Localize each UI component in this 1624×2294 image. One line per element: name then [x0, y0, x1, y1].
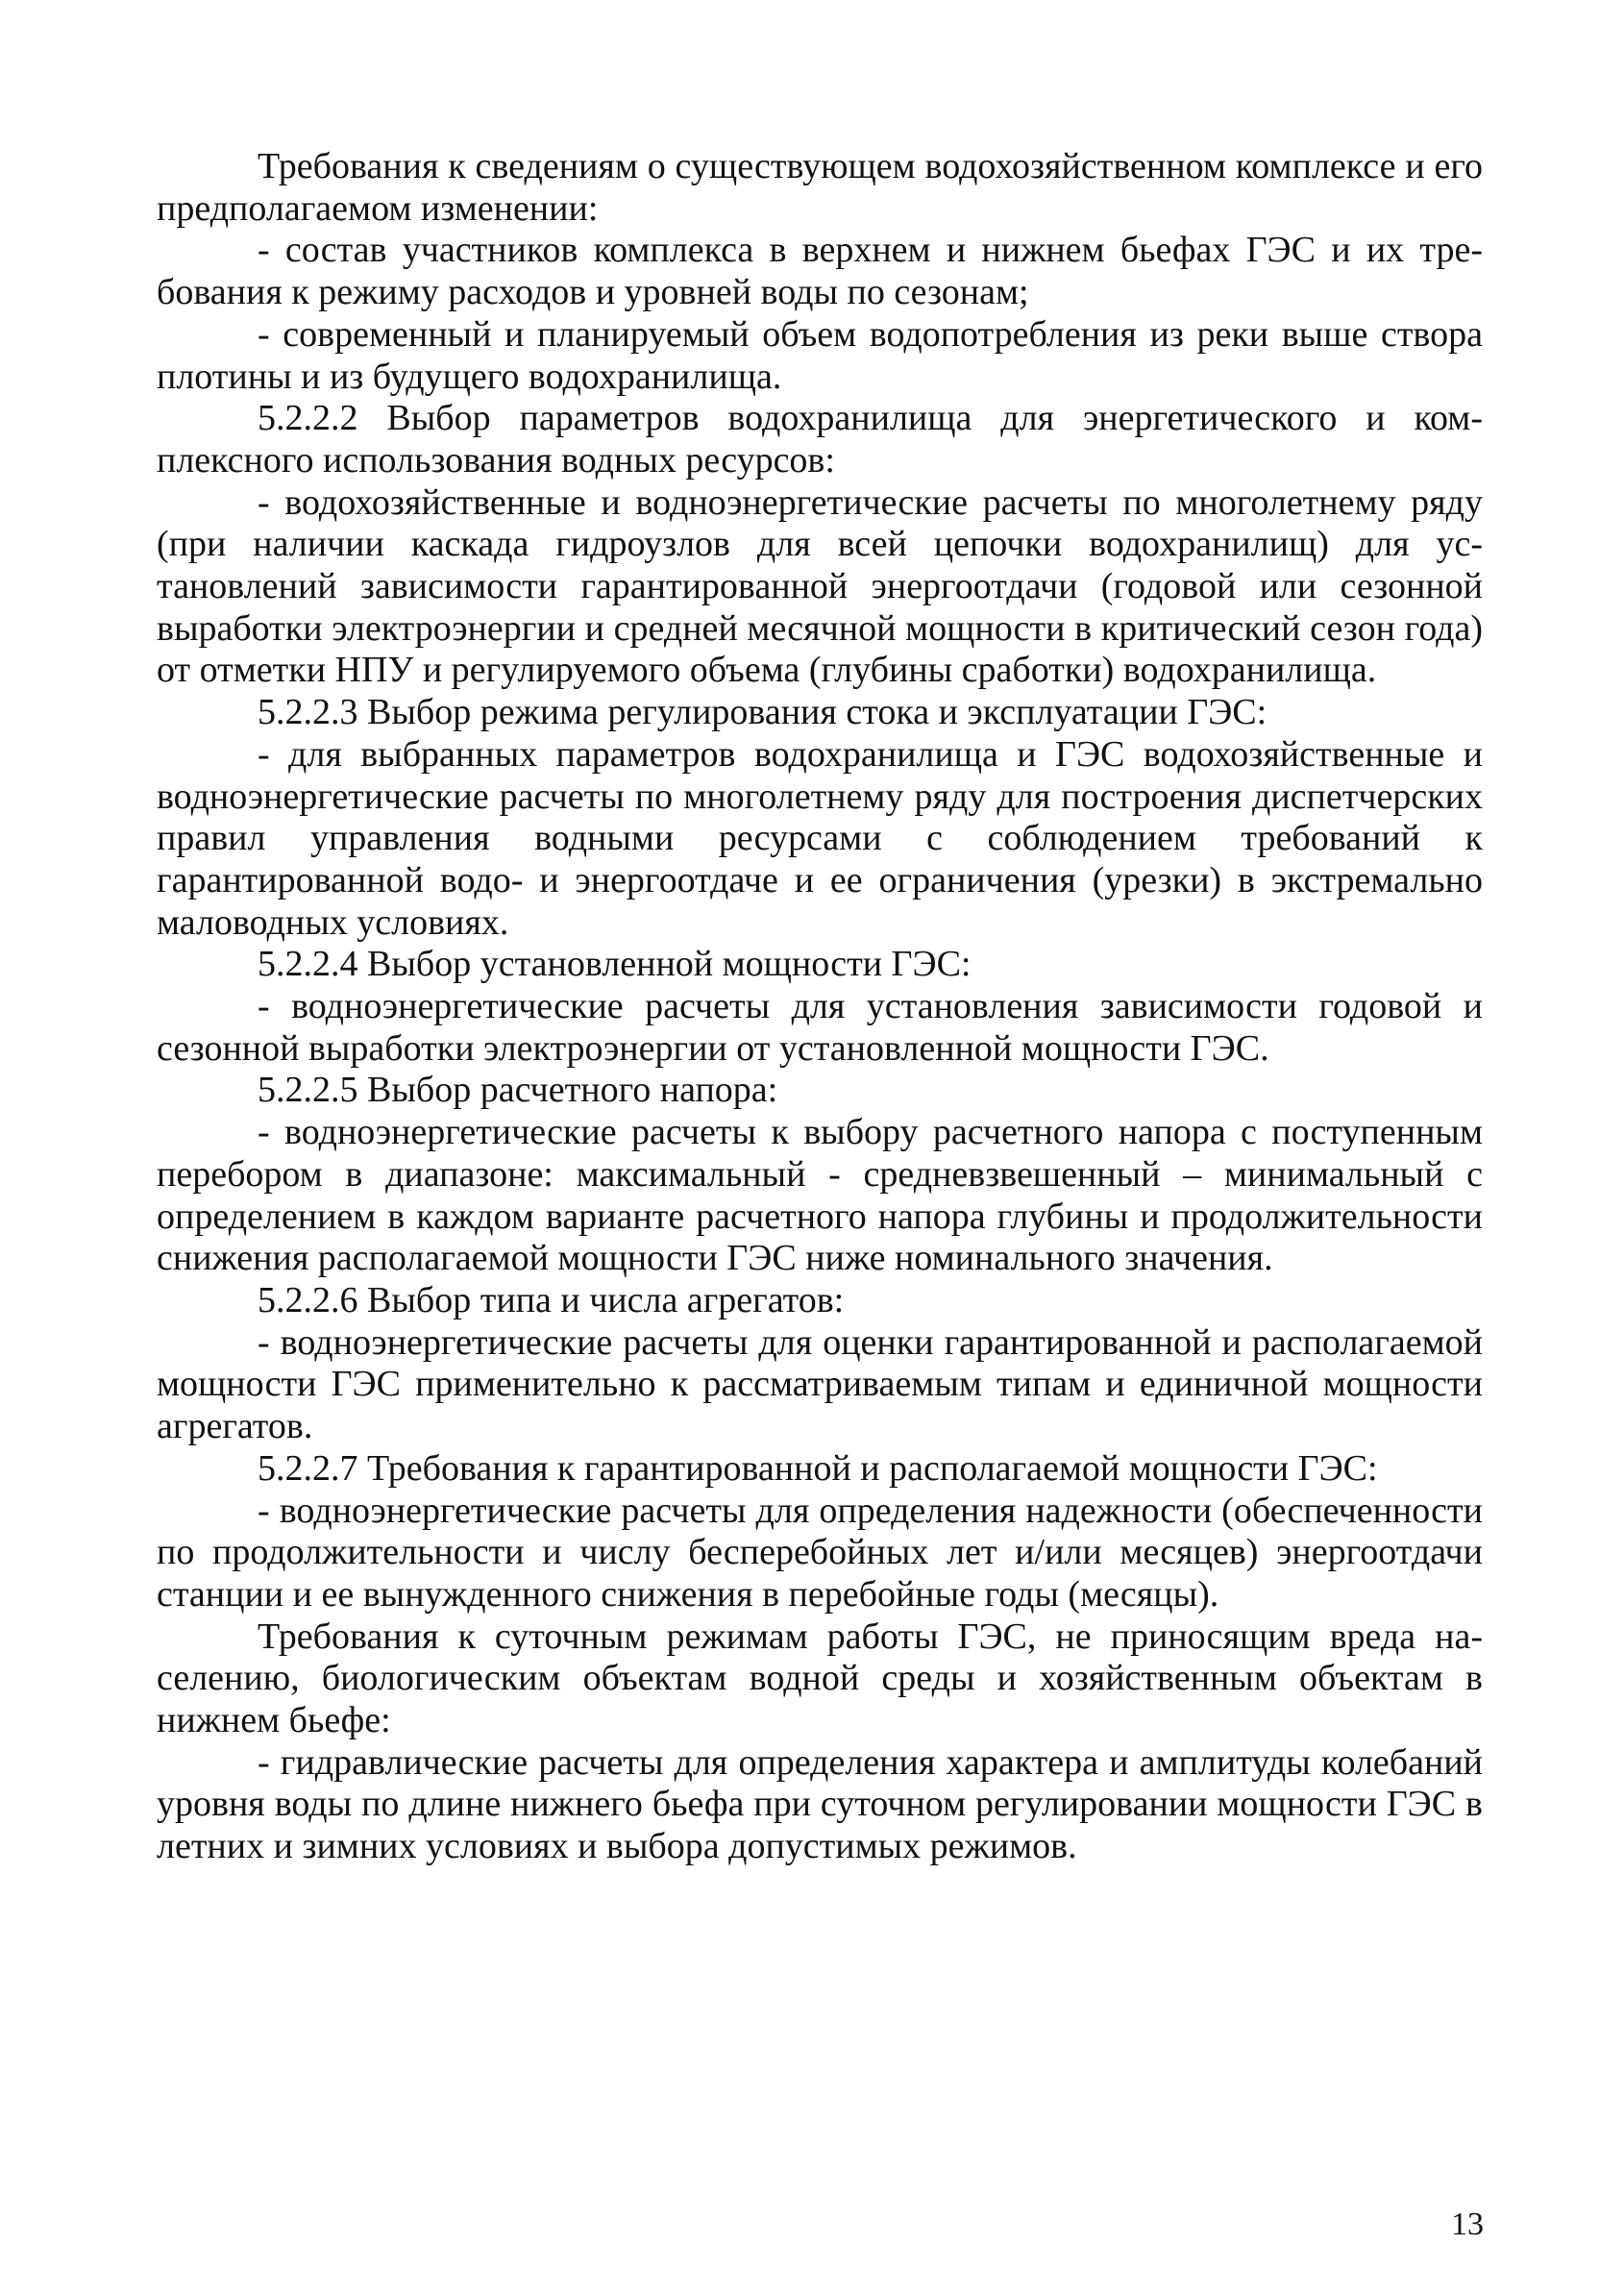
list-item: - водноэнергетические расчеты для оценки гарантированной и располагаемой мощности ГЭС применительно к рассматриваемым типам и единичной мощности агрегатов. — [157, 1321, 1483, 1447]
section-heading: 5.2.2.4 Выбор установленной мощности ГЭС: — [258, 944, 972, 985]
paragraph-intro: Требования к сведениям о существующем водохозяйственном комплексе и его предполагаемом изменении: — [157, 146, 1483, 229]
body-text — [157, 146, 1483, 1868]
section-heading: 5.2.2.6 Выбор типа и числа агрегатов: — [258, 1279, 845, 1320]
list-item: - гидравлические расчеты для определения характера и амплитуды колебаний уровня воды по длине нижнего бьефа при суточном регулировании мощности ГЭС в летних и зимних условиях и выбора допустимых режимов. — [157, 1741, 1483, 1867]
section-heading: 5.2.2.2 Выбор параметров водохранилища для энергетического и комплексного использования водных ресурсов: — [157, 398, 1483, 481]
section-heading: 5.2.2.5 Выбор расчетного напора: — [258, 1070, 778, 1111]
list-item: - водноэнергетические расчеты для установления зависимости годовой и сезонной выработки электроэнергии от установленной мощности ГЭС. — [157, 986, 1483, 1069]
list-item: - водноэнергетические расчеты для определения надежности (обеспеченности по продолжительности и числу бесперебойных лет и/или месяцев) энергоотдачи станции и ее вынужденного снижения в перебойные годы (месяцы). — [157, 1490, 1483, 1615]
list-item: - состав участников комплекса в верхнем и нижнем бьефах ГЭС и их требования к режиму расходов и уровней воды по сезонам; — [157, 230, 1483, 313]
section-heading: 5.2.2.7 Требования к гарантированной и располагаемой мощности ГЭС: — [258, 1447, 1378, 1489]
list-item: - для выбранных параметров водохранилища и ГЭС водохозяйственные и водноэнергетические расчеты по многолетнему ряду для построения диспетчерских правил управления водными ресурсами с соблюдением требований к гарантированной водо- и энергоотдаче и ее ограничения (урезки) в экстремально маловодных условиях. — [157, 733, 1483, 943]
list-item: - современный и планируемый объем водопотребления из реки выше створа плотины и из будущего водохранилища. — [157, 313, 1483, 397]
paragraph-requirements: Требования к суточным режимам работы ГЭС, не приносящим вреда населению, биологическим объектам водной среды и хозяйственным объектам в нижнем бьефе: — [157, 1616, 1483, 1741]
page-number: 13 — [1451, 2207, 1484, 2242]
section-heading: 5.2.2.3 Выбор режима регулирования стока и эксплуатации ГЭС: — [258, 692, 1267, 733]
list-item: - водохозяйственные и водноэнергетические расчеты по многолетнему ряду (при наличии каскада гидроузлов для всей цепочки водохранилищ) для установлений зависимости гарантированной энергоотдачи (годовой или сезонной выработки электроэнергии и средней месячной мощности в критический сезон года) от отметки НПУ и регулируемого объема (глубины сработки) водохранилища. — [157, 481, 1483, 691]
list-item: - водноэнергетические расчеты к выбору расчетного напора с поступенным перебором в диапазоне: максимальный - средневзвешенный – минимальный с определением в каждом варианте расчетного напора глубины и продолжительности снижения располагаемой мощности ГЭС ниже номинального значения. — [157, 1112, 1483, 1279]
